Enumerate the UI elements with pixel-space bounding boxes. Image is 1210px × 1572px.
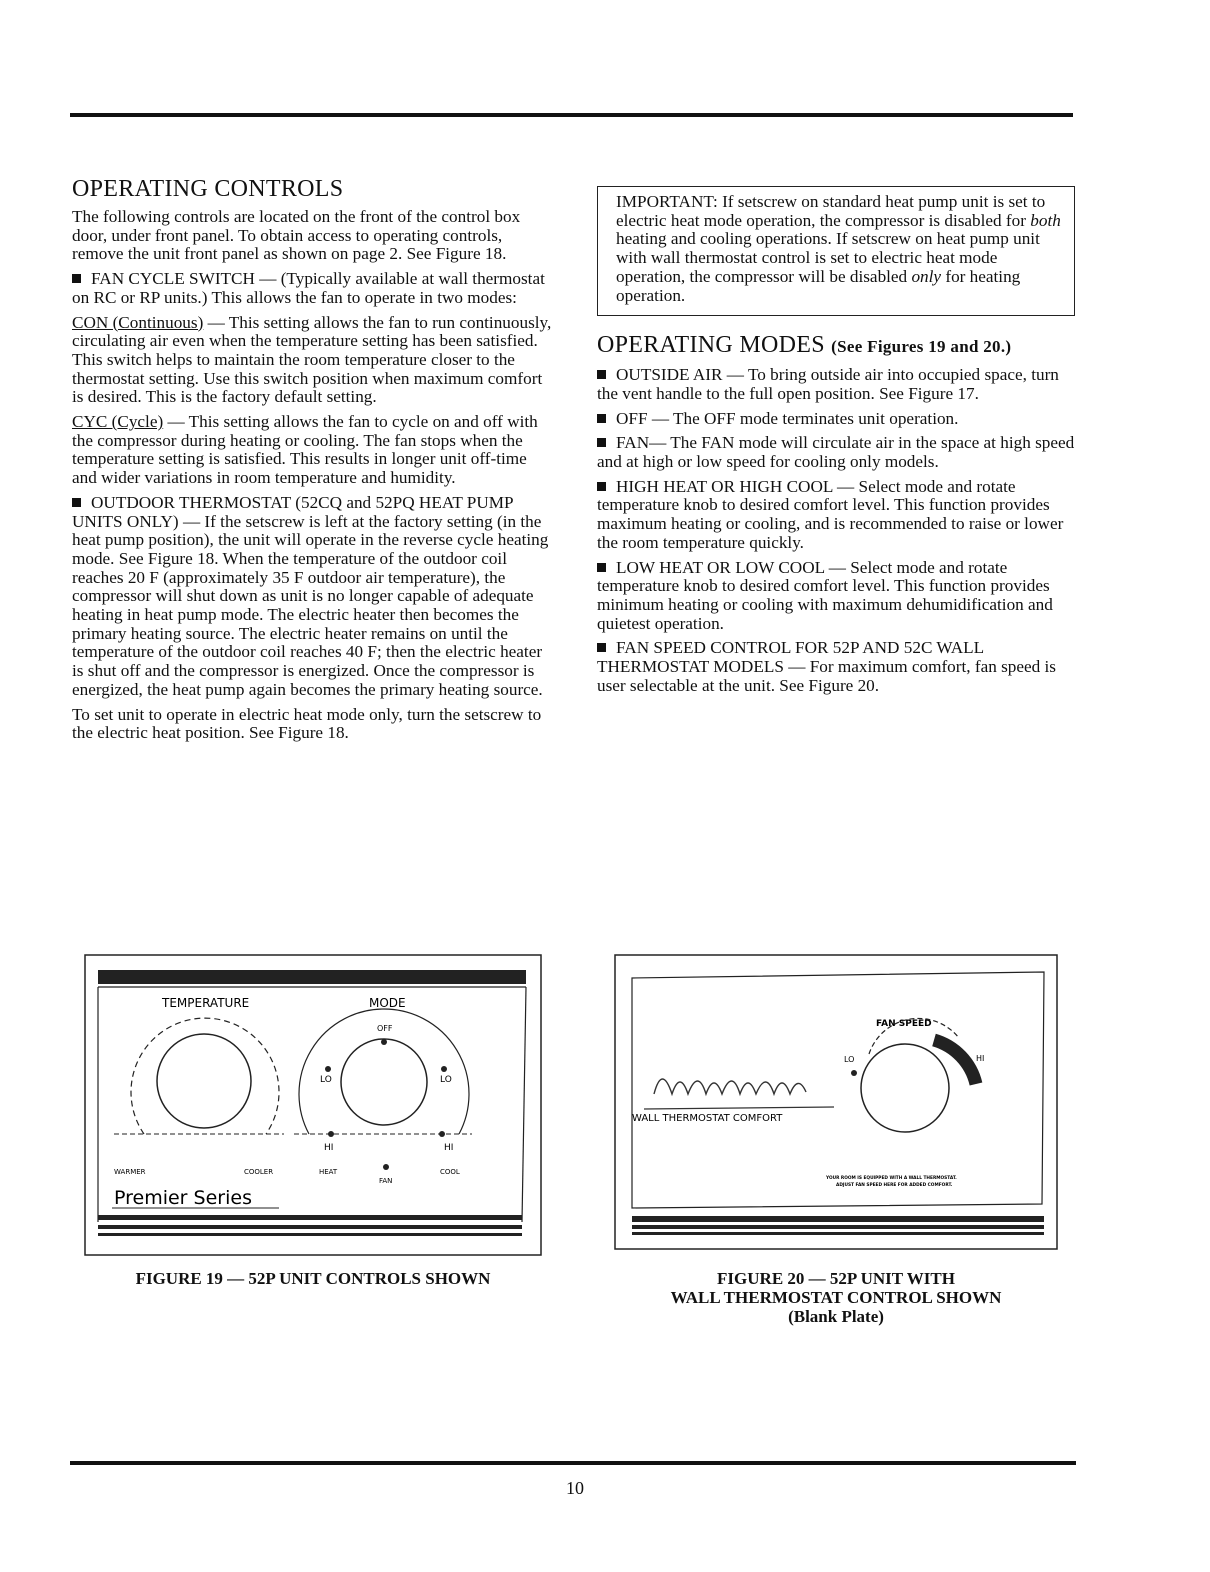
fan-cycle-title: FAN CYCLE SWITCH [91, 269, 255, 289]
figure-20-caption-line-1: FIGURE 20 — 52P UNIT WITH [717, 1269, 955, 1288]
fan-title: FAN [616, 433, 650, 453]
off-text: — The OFF mode terminates unit operation. [647, 408, 959, 428]
operating-controls-heading: OPERATING CONTROLS [72, 176, 344, 202]
important-text-3: for heating operation. [616, 266, 1021, 305]
high-paragraph [597, 478, 1075, 553]
wall-thermostat-note-1: YOUR ROOM IS EQUIPPED WITH A WALL THERMOSTAT. [826, 1176, 957, 1181]
important-box [597, 186, 1075, 316]
left-column [72, 176, 554, 749]
fan-speed-label: FAN SPEED [876, 1019, 932, 1029]
low-text: — Select mode and rotate temperature knob to desired comfort level. This function provides minimum heating or cooling with maximum dehumidification and quietest operation. [597, 557, 1053, 633]
bullet-icon [597, 563, 606, 572]
outdoor-title: OUTDOOR THERMOSTAT (52CQ and 52PQ HEAT PUMP UNITS ONLY) [72, 492, 513, 531]
mode-hi-left-label: HI [324, 1143, 334, 1153]
mode-knob [341, 1039, 427, 1125]
outdoor-text: — If the setscrew is left at the factory setting (in the heat pump position), the unit will operate in the reverse cycle heating mode. See Figure 18. When the temperature of the outdoor coil reaches 20 F (approximately 35 F outdoor air temperature), the compressor will shut down as unit is no longer capable of adequate heating in heat pump mode. The electric heater then becomes the primary heating source. The electric heater remains on until the temperature of the outdoor coil reaches 40 F; then the electric heater is shut off and the compressor is energized. Once the compressor is energized, the heat pump again becomes the primary heating source. [72, 511, 549, 699]
con-text: — This setting allows the fan to run continuously, circulating air even when the temperature setting has been satisfied. This switch helps to maintain the room temperature closer to the thermostat setting. Use this switch position when maximum comfort is desired. This is the factory default setting. [72, 312, 552, 407]
con-label: CON (Continuous) [72, 312, 204, 332]
heat-label: HEAT [319, 1168, 338, 1176]
bullet-icon [597, 438, 606, 447]
brand-script-logo [644, 1079, 834, 1109]
operating-modes-heading [597, 332, 1075, 360]
figure-20-caption [614, 1269, 1058, 1326]
warmer-label: WARMER [114, 1168, 146, 1176]
bottom-rule [70, 1461, 1076, 1465]
fan-speed-text: — For maximum comfort, fan speed is user selectable at the unit. See Figure 20. [597, 657, 1056, 695]
temperature-knob [157, 1034, 251, 1128]
important-text-1: IMPORTANT: If setscrew on standard heat pump unit is set to electric heat mode operation, the compressor is disabled for [616, 192, 1046, 230]
temperature-label: TEMPERATURE [162, 996, 250, 1010]
figure-20-control-panel [614, 954, 1058, 1250]
outside-air-title: OUTSIDE AIR [616, 365, 723, 385]
right-column [597, 186, 1075, 701]
fan-speed-knob [861, 1044, 949, 1132]
fan-speed-title: FAN SPEED CONTROL FOR 52P AND 52C WALL THERMOSTAT MODELS [597, 638, 984, 677]
operating-modes-subtitle: (See Figures 19 and 20.) [831, 337, 1012, 357]
important-emphasis-2: only [911, 266, 942, 286]
premier-series-label: Premier Series [114, 1187, 252, 1209]
figure-19-caption: FIGURE 19 — 52P UNIT CONTROLS SHOWN [135, 1269, 491, 1288]
bullet-icon [597, 482, 606, 491]
mode-lo-right-label: LO [440, 1075, 452, 1085]
off-paragraph [597, 410, 1075, 429]
cool-label: COOL [440, 1168, 460, 1176]
fan-text: — The FAN mode will circulate air in the space at high speed and at high or low speed for cooling only models. [597, 433, 1075, 472]
fan-paragraph [597, 434, 1075, 471]
figure-20-caption-line-2: WALL THERMOSTAT CONTROL SHOWN [670, 1288, 1002, 1307]
mode-off-label: OFF [377, 1024, 393, 1033]
bullet-icon [597, 370, 606, 379]
low-title: LOW HEAT OR LOW COOL [616, 557, 825, 577]
high-text: — Select mode and rotate temperature knob to desired comfort level. This function provides maximum heating or cooling, and is recommended to raise or lower the room temperature quickly. [597, 476, 1064, 552]
set-unit-paragraph: To set unit to operate in electric heat mode only, turn the setscrew to the electric heat position. See Figure 18. [72, 704, 542, 743]
con-paragraph [72, 314, 554, 408]
top-rule [70, 113, 1073, 117]
low-paragraph [597, 559, 1075, 634]
cyc-text: — This setting allows the fan to cycle on and off with the compressor during heating or cooling. The fan stops when the temperature setting is satisfied. This results in longer unit off-time and wider variations in room temperature and humidity. [72, 412, 538, 488]
intro-paragraph: The following controls are located on the front of the control box door, under front panel. To obtain access to operating controls, remove the unit front panel as shown on page 2. See Figure 18. [72, 207, 521, 264]
fan-label: FAN [379, 1177, 393, 1185]
operating-modes-title: OPERATING MODES [597, 332, 825, 359]
high-title: HIGH HEAT OR HIGH COOL [616, 476, 833, 496]
figure-20-caption-line-3: (Blank Plate) [788, 1307, 884, 1326]
mode-hi-right-label: HI [444, 1143, 454, 1153]
fan-cycle-text: — (Typically available at wall thermostat on RC or RP units.) This allows the fan to operate in two modes: [72, 269, 545, 307]
important-emphasis-1: both [1030, 210, 1061, 230]
page-number: 10 [566, 1478, 584, 1498]
outside-air-text: — To bring outside air into occupied space, turn the vent handle to the full open position. See Figure 17. [597, 365, 1059, 403]
cooler-label: COOLER [244, 1168, 274, 1176]
mode-lo-left-label: LO [320, 1075, 332, 1085]
cyc-paragraph [72, 413, 554, 488]
off-title: OFF [616, 408, 648, 428]
bullet-icon [597, 643, 606, 652]
wall-thermostat-note-2: ADJUST FAN SPEED HERE FOR ADDED COMFORT. [836, 1183, 953, 1188]
fan-speed-hi-label: HI [976, 1054, 985, 1063]
bullet-icon [597, 414, 606, 423]
outdoor-thermostat-paragraph [72, 494, 554, 700]
outside-air-paragraph [597, 366, 1075, 403]
fan-speed-paragraph [597, 639, 1075, 695]
mode-label: MODE [369, 996, 406, 1010]
bullet-icon [72, 498, 81, 507]
important-text-2: heating and cooling operations. If setscrew on heat pump unit with wall thermostat control is set to electric heat mode operation, the compressor will be disabled [616, 229, 1040, 286]
fan-cycle-paragraph [72, 270, 554, 307]
bullet-icon [72, 274, 81, 283]
fan-speed-lo-label: LO [844, 1055, 855, 1064]
figure-19-control-panel [84, 954, 542, 1256]
cyc-label: CYC (Cycle) [72, 412, 164, 432]
wall-thermostat-comfort-label: WALL THERMOSTAT COMFORT [632, 1113, 783, 1124]
